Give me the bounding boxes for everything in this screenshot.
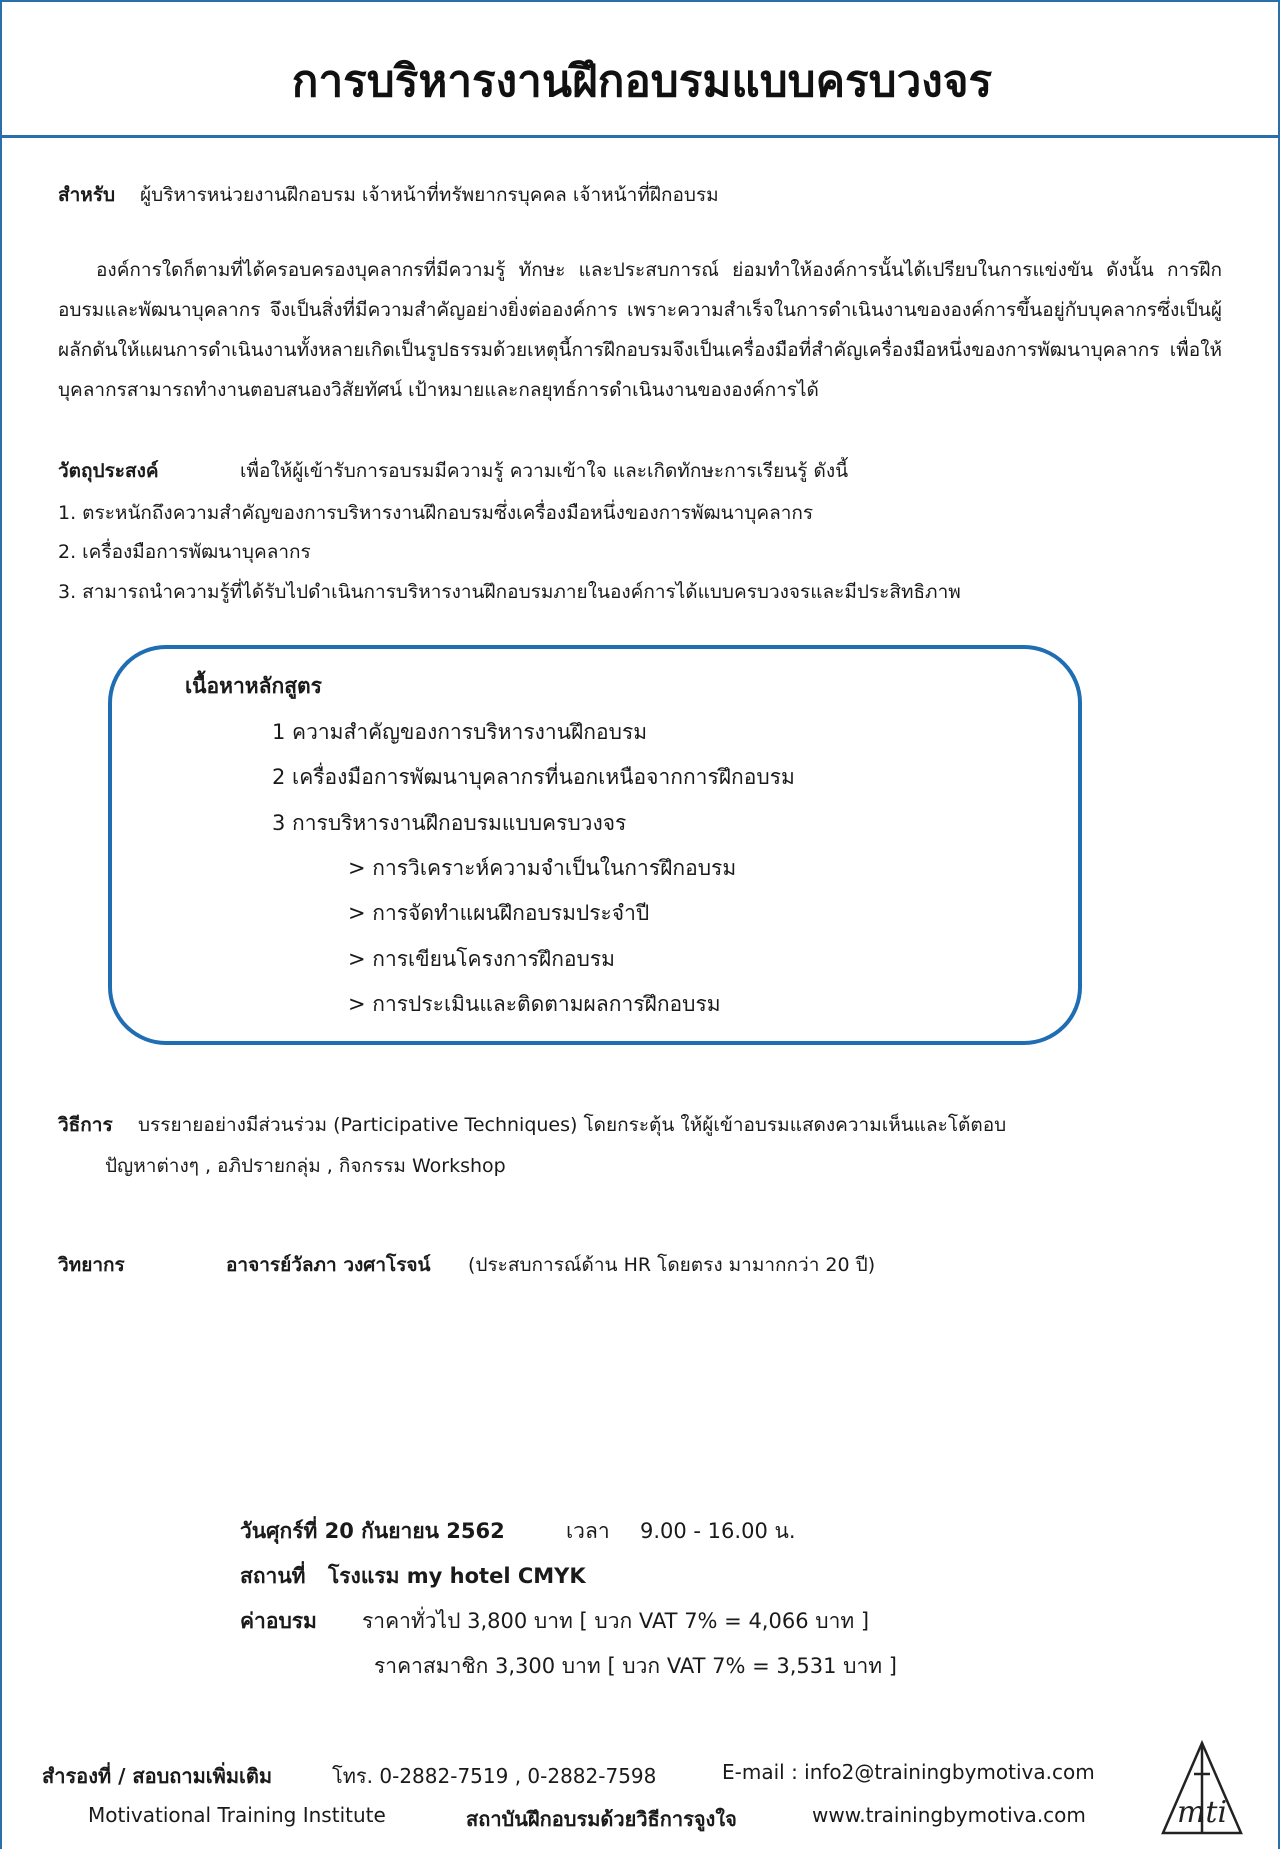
member-price: ราคาสมาชิก 3,300 บาท [ บวก VAT 7% = 3,531 บาท ] (374, 1654, 897, 1678)
speaker-note: (ประสบการณ์ด้าน HR โดยตรง มามากกว่า 20 ปี) (468, 1254, 876, 1276)
course-subtopic: > การวิเคราะห์ความจำเป็นในการฝึกอบรม (348, 856, 737, 880)
contact-label: สำรองที่ / สอบถามเพิ่มเติม (42, 1764, 273, 1788)
website-link[interactable]: www.trainingbymotiva.com (812, 1803, 1086, 1827)
method-line1: บรรยายอย่างมีส่วนร่วม (Participative Techniques) โดยกระตุ้น ให้ผู้เข้าอบรมแสดงความเห็นและโต้ตอบ (138, 1114, 1007, 1136)
speaker-label: วิทยากร (58, 1254, 125, 1276)
objective-item: 3. สามารถนำความรู้ที่ได้รับไปดำเนินการบริหารงานฝึกอบรมภายในองค์การได้แบบครบวงจรและมีประสิทธิภาพ (58, 581, 961, 603)
venue-name: โรงแรม my hotel CMYK (328, 1564, 586, 1588)
course-subtopic: > การประเมินและติดตามผลการฝึกอบรม (348, 992, 721, 1016)
event-time: 9.00 - 16.00 น. (640, 1519, 796, 1543)
general-price: ราคาทั่วไป 3,800 บาท [ บวก VAT 7% = 4,066 บาท ] (362, 1609, 870, 1633)
course-topic: 2 เครื่องมือการพัฒนาบุคลากรที่นอกเหนือจากการฝึกอบรม (272, 765, 795, 789)
logo-text: mti (1176, 1795, 1228, 1830)
event-time-label: เวลา (566, 1519, 610, 1543)
course-content-box (108, 645, 1082, 1045)
event-date: วันศุกร์ที่ 20 กันยายน 2562 (240, 1519, 505, 1543)
objectives-lead: เพื่อให้ผู้เข้ารับการอบรมมีความรู้ ความเข้าใจ และเกิดทักษะการเรียนรู้ ดังนี้ (240, 460, 849, 482)
header (0, 0, 1280, 138)
mti-logo-icon (1160, 1740, 1244, 1836)
course-heading: เนื้อหาหลักสูตร (185, 674, 322, 698)
course-subtopic: > การเขียนโครงการฝึกอบรม (348, 947, 615, 971)
contact-phone[interactable]: โทร. 0-2882-7519 , 0-2882-7598 (332, 1764, 657, 1788)
audience-text: ผู้บริหารหน่วยงานฝึกอบรม เจ้าหน้าที่ทรัพยากรบุคคล เจ้าหน้าที่ฝึกอบรม (140, 184, 719, 206)
method-line2: ปัญหาต่างๆ , อภิปรายกลุ่ม , กิจกรรม Workshop (105, 1155, 506, 1177)
page-title: การบริหารงานฝึกอบรมแบบครบวงจร (291, 56, 993, 107)
objective-item: 2. เครื่องมือการพัฒนาบุคลากร (58, 541, 311, 563)
objectives-label: วัตถุประสงค์ (58, 460, 159, 482)
course-topic: 3 การบริหารงานฝึกอบรมแบบครบวงจร (272, 811, 627, 835)
speaker-name: อาจารย์วัลภา วงศาโรจน์ (226, 1254, 431, 1276)
objective-item: 1. ตระหนักถึงความสำคัญของการบริหารงานฝึกอบรมซึ่งเครื่องมือหนึ่งของการพัฒนาบุคลากร (58, 502, 814, 524)
course-subtopic: > การจัดทำแผนฝึกอบรมประจำปี (348, 901, 650, 925)
intro-paragraph: องค์การใดก็ตามที่ได้ครอบครองบุคลากรที่มีความรู้ ทักษะ และประสบการณ์ ย่อมทำให้องค์การนั้นได้เปรียบในการแข่งขัน ดังนั้น การฝึกอบรมและพัฒนาบุคลากร จึงเป็นสิ่งที่มีความสำคัญอย่างยิ่งต่อองค์การ เพราะความสำเร็จในการดำเนินงานขององค์การขึ้นอยู่กับบุคลากรซึ่งเป็นผู้ผลักดันให้แผนการดำเนินงานทั้งหลายเกิดเป็นรูปธรรมด้วยเหตุนี้การฝึกอบรมจึงเป็นเครื่องมือที่สำคัญเครื่องมือหนึ่งของการพัฒนาบุคลากร เพื่อให้บุคลากรสามารถทำงานตอบสนองวิสัยทัศน์ เป้าหมายและกลยุทธ์การดำเนินงานขององค์การได้ (58, 259, 1222, 401)
fee-label: ค่าอบรม (240, 1609, 317, 1633)
audience-label: สำหรับ (58, 184, 116, 206)
org-name-en: Motivational Training Institute (88, 1803, 386, 1827)
venue-label: สถานที่ (240, 1564, 306, 1588)
method-label: วิธีการ (58, 1114, 113, 1136)
course-topic: 1 ความสำคัญของการบริหารงานฝึกอบรม (272, 720, 648, 744)
org-name-th: สถาบันฝึกอบรมด้วยวิธีการจูงใจ (466, 1807, 737, 1831)
contact-email[interactable]: E-mail : info2@trainingbymotiva.com (722, 1760, 1095, 1784)
